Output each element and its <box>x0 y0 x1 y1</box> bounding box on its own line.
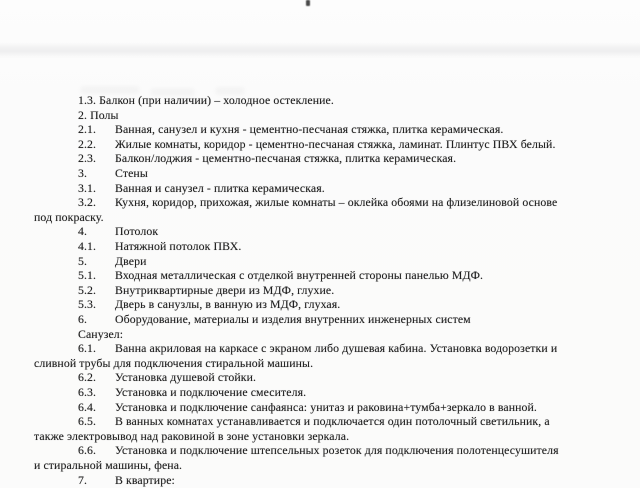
document-line <box>0 356 640 371</box>
list-item-number: 3.2. <box>78 195 97 210</box>
list-item-number: 6.5. <box>78 414 97 429</box>
paragraph-text: Санузел: <box>78 326 124 341</box>
list-item-text: В квартире: <box>115 472 175 487</box>
list-item-text: Жилые комнаты, коридор - цементно-песчаная стяжка, ламинат. Плинтус ПВХ белый. <box>115 136 556 151</box>
list-item-text: Ванная и санузел - плитка керамическая. <box>115 180 325 195</box>
document-line <box>0 385 640 400</box>
wrapped-line-text: сливной трубы для подключения стиральной машины. <box>34 355 314 370</box>
list-item-number: 6.4. <box>78 399 97 414</box>
list-item-number: 4.1. <box>78 239 97 253</box>
list-item-number: 6.6. <box>78 443 97 458</box>
list-item-text: Ванна акриловая на каркасе с экраном либо душевая кабина. Установка водорозетки и <box>115 341 558 356</box>
document-line <box>0 137 640 152</box>
document-line <box>0 224 640 239</box>
wrapped-line-text: также электровывод над раковиной в зоне установки зеркала. <box>34 428 350 443</box>
scan-artifact-band <box>0 42 640 59</box>
list-item-number: 7. <box>78 472 88 487</box>
document-line <box>0 239 640 254</box>
paragraph-text: 2. Полы <box>78 107 119 122</box>
list-item-text: Установка и подключение смесителя. <box>115 385 307 399</box>
list-item-number: 6.1. <box>78 341 97 356</box>
page-top-mark <box>306 0 310 6</box>
document-line <box>0 268 640 283</box>
list-item-text: Балкон/лоджия - цементно-песчаная стяжка, плитка керамическая. <box>115 151 457 166</box>
list-item-text: Кухня, коридор, прихожая, жилые комнаты – оклейка обоями на флизелиновой основе <box>115 195 558 210</box>
list-item-number: 3. <box>78 166 88 180</box>
document-line <box>0 195 640 210</box>
list-item-text: Установка и подключение санфаянса: унитаз и раковина+тумба+зеркало в ванной. <box>115 399 537 414</box>
list-item-number: 5. <box>78 253 88 268</box>
list-item-number: 6. <box>78 312 88 326</box>
list-item-text: Дверь в санузлы, в ванную из МДФ, глухая. <box>115 297 341 312</box>
list-item-text: Стены <box>115 166 148 180</box>
document-line <box>0 108 640 123</box>
document-line <box>0 312 640 327</box>
wrapped-line-text: под покраску. <box>34 209 104 224</box>
document-line <box>0 254 640 269</box>
list-item-text: Ванная, санузел и кухня - цементно-песчаная стяжка, плитка керамическая. <box>115 122 504 137</box>
document-line <box>0 166 640 181</box>
list-item-text: Двери <box>115 253 147 268</box>
list-item-number: 3.1. <box>78 180 97 195</box>
list-item-number: 2.3. <box>78 151 97 166</box>
list-item-text: В ванных комнатах устанавливается и подключается один потолочный светильник, а <box>115 414 550 429</box>
document-line <box>0 414 640 429</box>
document-line <box>0 297 640 312</box>
list-item-number: 5.2. <box>78 282 97 297</box>
document-line <box>0 210 640 225</box>
document-line <box>0 151 640 166</box>
document-line <box>0 93 640 108</box>
document-line <box>0 370 640 385</box>
document-line <box>0 341 640 356</box>
list-item-number: 2.1. <box>78 122 97 137</box>
list-item-number: 6.2. <box>78 370 97 385</box>
document-line <box>0 473 640 488</box>
document-line <box>0 429 640 444</box>
list-item-text: Оборудование, материалы и изделия внутренних инженерных систем <box>115 312 471 326</box>
list-item-number: 4. <box>78 224 88 239</box>
list-item-number: 2.2. <box>78 136 97 151</box>
document-line <box>0 443 640 458</box>
document-line <box>0 458 640 473</box>
wrapped-line-text: и стиральной машины, фена. <box>34 458 183 472</box>
document-line <box>0 327 640 342</box>
document-line <box>0 122 640 137</box>
list-item-number: 6.3. <box>78 385 97 399</box>
list-item-text: Потолок <box>115 224 159 239</box>
document-line <box>0 400 640 415</box>
document-line <box>0 181 640 196</box>
document-line <box>0 283 640 298</box>
list-item-text: Установка и подключение штепсельных розеток для подключения полотенцесушителя <box>115 443 559 458</box>
list-item-text: Внутриквартирные двери из МДФ, глухие. <box>115 282 335 297</box>
list-item-text: Натяжной потолок ПВХ. <box>115 239 242 253</box>
paragraph-text: 1.3. Балкон (при наличии) – холодное остекление. <box>78 93 334 107</box>
list-item-number: 5.1. <box>78 268 97 283</box>
list-item-number: 5.3. <box>78 297 97 312</box>
list-item-text: Входная металлическая с отделкой внутренней стороны панелью МДФ. <box>115 268 484 283</box>
list-item-text: Установка душевой стойки. <box>115 370 257 385</box>
